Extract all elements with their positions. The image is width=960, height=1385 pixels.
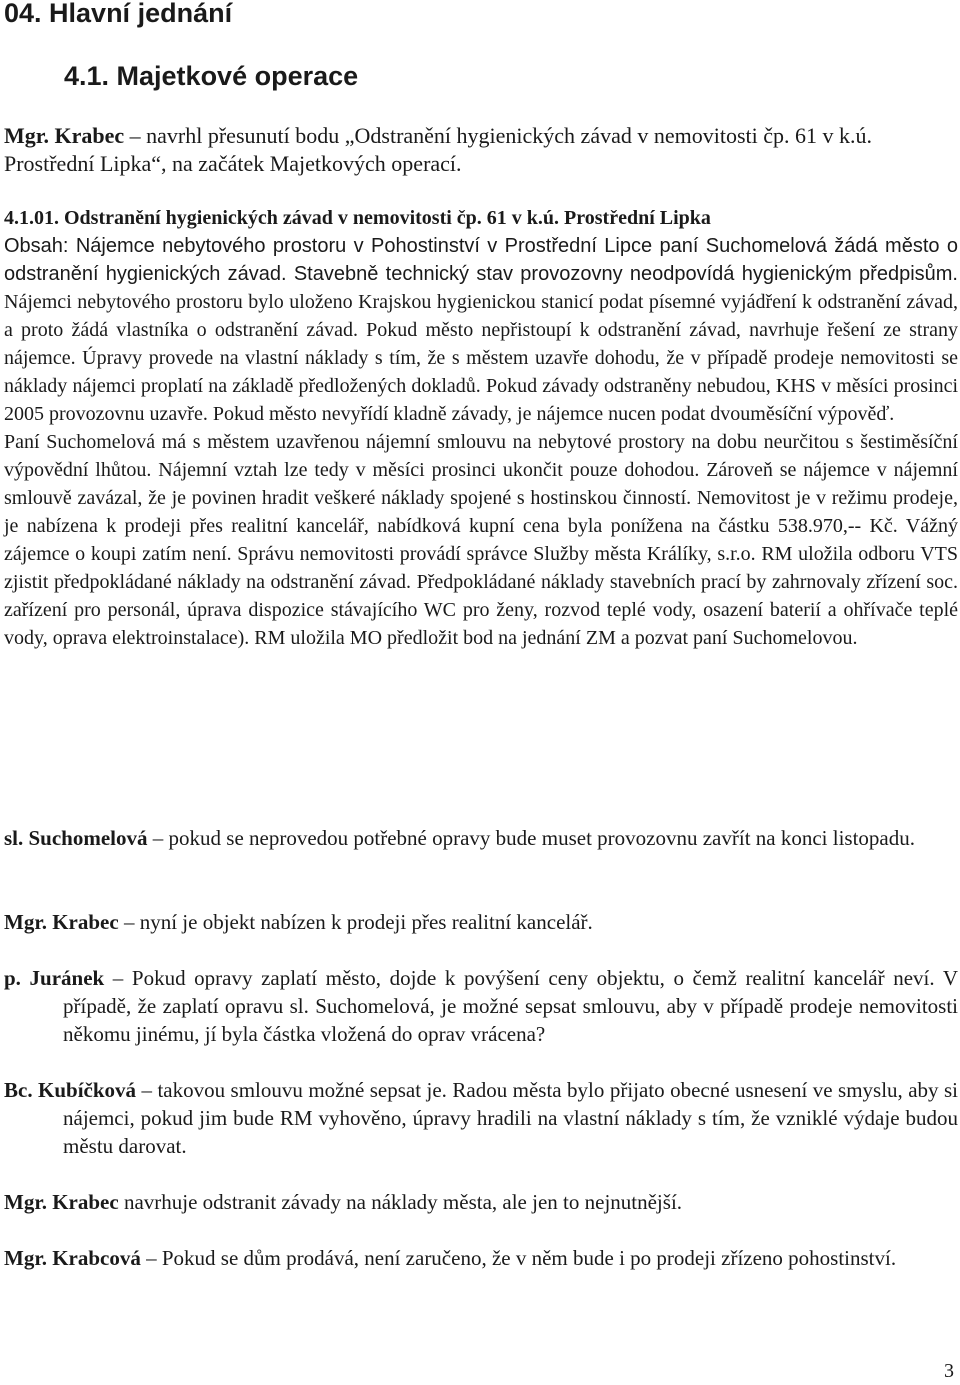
speech-speaker: p. Juránek bbox=[4, 966, 105, 990]
speech-text: – nyní je objekt nabízen k prodeji přes realitní kancelář. bbox=[118, 910, 593, 934]
speech-text: – takovou smlouvu možné sepsat je. Radou města bylo přijato obecné usnesení ve smyslu, aby si nájemci, pokud jim bude RM vyhověno, úpravy hradili na vlastní náklady s tím, že vzniklé výdaje budou městu darovat. bbox=[63, 1078, 959, 1158]
page-number: 3 bbox=[944, 1360, 954, 1382]
speech-speaker: Mgr. Krabec bbox=[4, 910, 119, 934]
speech-text: – Pokud se dům prodává, není zaručeno, že v něm bude i po prodeji zřízeno pohostinství. bbox=[140, 1246, 897, 1270]
section-heading: 04. Hlavní jednání bbox=[4, 0, 233, 28]
speech-krabcova bbox=[4, 1244, 958, 1272]
item-body bbox=[4, 232, 958, 652]
speech-speaker: sl. Suchomelová bbox=[4, 826, 148, 850]
speech-suchomelova bbox=[4, 824, 958, 852]
speech-text: – Pokud opravy zaplatí město, dojde k povýšení ceny objektu, o čemž realitní kancelář neví. V případě, že zaplatí opravu sl. Suchomelová, je možné sepsat smlouvu, aby v případě prodeje nemovitosti někomu jinému, jí byla částka vložená do oprav vrácena? bbox=[63, 966, 958, 1046]
speech-kubickova bbox=[4, 1076, 958, 1160]
speech-speaker: Mgr. Krabcová bbox=[4, 1246, 141, 1270]
item-title: 4.1.01. Odstranění hygienických závad v nemovitosti čp. 61 v k.ú. Prostřední Lipka bbox=[4, 207, 711, 229]
item-body-sans: Obsah: Nájemce nebytového prostoru v Pohostinství v Prostřední Lipce paní Suchomelová žádá město o odstranění hygienických závad. Stavebně technický stav provozovny neodpovídá hygienickým předpisům. bbox=[4, 235, 958, 285]
item-paragraph-1 bbox=[4, 232, 958, 428]
speech-speaker: Bc. Kubíčková bbox=[4, 1078, 137, 1102]
speech-krabec-2 bbox=[4, 1188, 958, 1216]
intro-speaker: Mgr. Krabec bbox=[4, 123, 125, 148]
intro-text: – navrhl přesunutí bodu „Odstranění hygienických závad v nemovitosti čp. 61 v k.ú. Prostřední Lipka“, na začátek Majetkových operací. bbox=[4, 123, 872, 176]
subsection-heading: 4.1. Majetkové operace bbox=[64, 61, 359, 91]
item-body-serif: Nájemci nebytového prostoru bylo uloženo Krajskou hygienickou stanicí podat písemné vyjádření k odstranění závad, a proto žádá vlastníka o odstranění závad. Pokud město nepřistoupí k odstranění závad, navrhuje řešení ze strany nájemce. Úpravy provede na vlastní náklady s tím, že s městem uzavře dohodu, že v případě prodeje nemovitosti se náklady nájemci proplatí na základě předložených dokladů. Pokud závady odstraněny nebudou, KHS v měsíci prosinci 2005 provozovnu uzavře. Pokud město nevyřídí kladně závady, je nájemce nucen podat dvouměsíční výpověď. bbox=[4, 291, 958, 425]
speech-text: – pokud se neprovedou potřebné opravy bude muset provozovnu zavřít na konci listopadu. bbox=[147, 826, 915, 850]
speech-speaker: Mgr. Krabec bbox=[4, 1190, 119, 1214]
speech-text: navrhuje odstranit závady na náklady města, ale jen to nejnutnější. bbox=[118, 1190, 683, 1214]
item-paragraph-2: Paní Suchomelová má s městem uzavřenou nájemní smlouvu na nebytové prostory na dobu neurčitou s šestiměsíční výpovědní lhůtou. Nájemní vztah lze tedy v měsíci prosinci ukončit pouze dohodou. Zároveň se nájemce v nájemní smlouvě zavázal, že je povinen hradit veškeré náklady spojené s hostinskou činností. Nemovitost je v režimu prodeje, je nabízena k prodeji přes realitní kancelář, nabídková kupní cena byla ponížena na částku 538.970,-- Kč. Vážný zájemce o koupi zatím není. Správu nemovitosti provádí správce Služby města Králíky, s.r.o. RM uložila odboru VTS zjistit předpokládané náklady na odstranění závad. Předpokládané náklady stavebních prací by zahrnovaly zřízení soc. zařízení pro personál, úprava dispozice stávajícího WC pro ženy, rozvod teplé vody, osazení baterií a ohřívače teplé vody, oprava elektroinstalace). RM uložila MO předložit bod na jednání ZM a pozvat paní Suchomelovou. bbox=[4, 431, 958, 649]
speech-krabec-1 bbox=[4, 908, 958, 936]
intro-paragraph bbox=[4, 122, 954, 178]
speech-juranek bbox=[4, 964, 958, 1048]
